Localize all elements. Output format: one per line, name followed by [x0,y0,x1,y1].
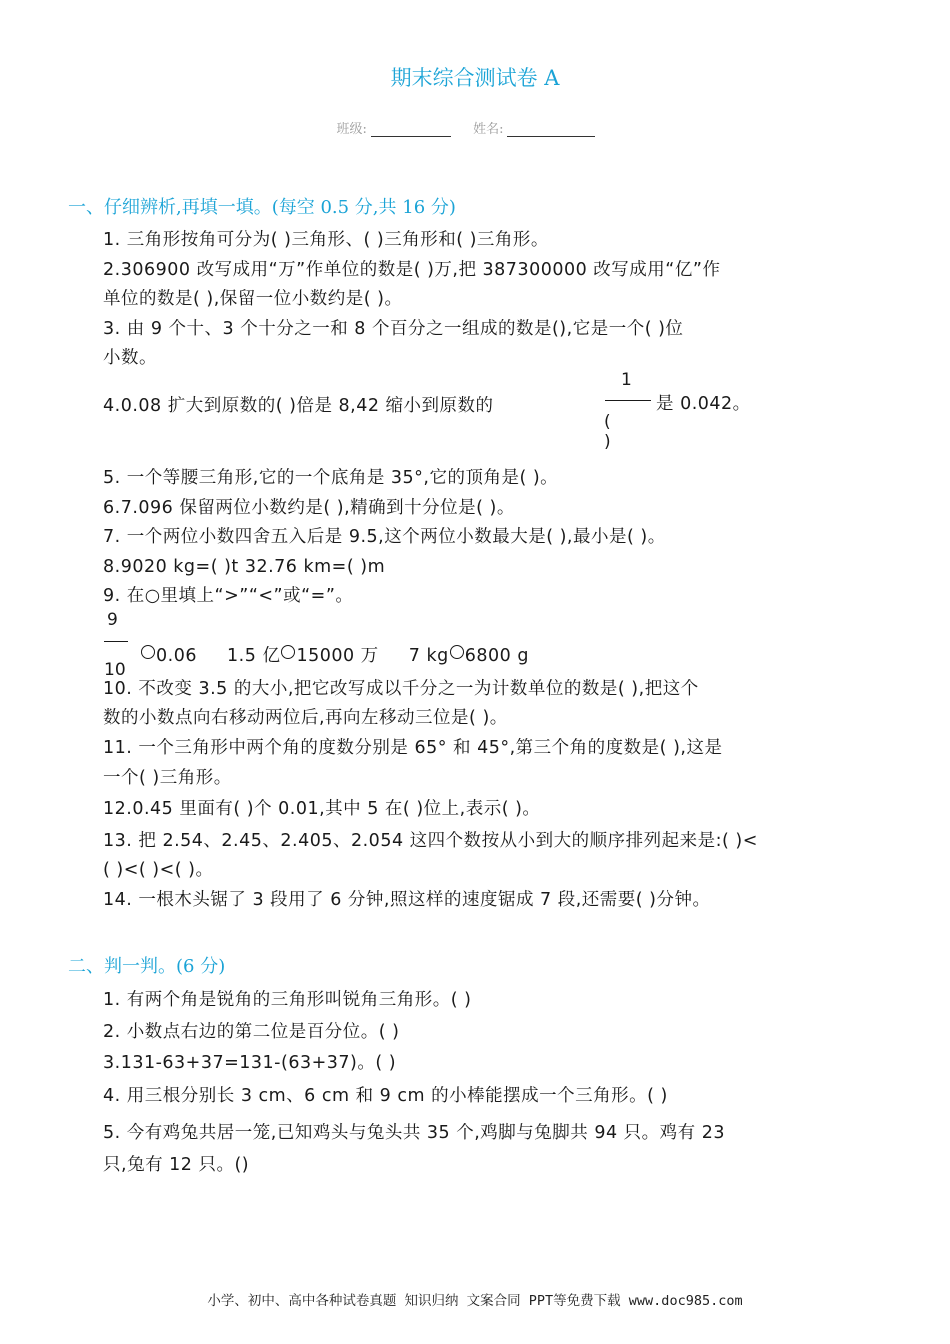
question-1-2b: 单位的数是( ),保留一位小数约是( )。 [103,289,403,309]
question-1-7: 7. 一个两位小数四舍五入后是 9.5,这个两位小数最大是( ),最小是( )。 [103,527,666,547]
question-1-12: 12.0.45 里面有( )个 0.01,其中 5 在( )位上,表示( )。 [103,799,541,819]
question-1-6: 6.7.096 保留两位小数约是( ),精确到十分位是( )。 [103,498,515,518]
section-heading-1: 一、仔细辨析,再填一填。(每空 0.5 分,共 16 分) [68,197,456,218]
question-1-13a: 13. 把 2.54、2.45、2.405、2.054 这四个数按从小到大的顺序排列起来是:( )< [103,831,758,851]
question-1-8: 8.9020 kg=( )t 32.76 km=( )m [103,557,386,577]
question-2-5b: 只,兔有 12 只。() [103,1155,250,1175]
page-title: 期末综合测试卷 A [390,66,560,90]
question-1-4a: 4.0.08 扩大到原数的( )倍是 8,42 缩小到原数的 [103,396,494,416]
compare-circle[interactable] [281,645,295,659]
question-2-5a: 5. 今有鸡兔共居一笼,已知鸡头与兔头共 35 个,鸡脚与兔脚共 94 只。鸡有 23 [103,1123,726,1143]
student-info [0,118,950,137]
q4-fraction-denominator: ( ) [604,412,611,452]
question-2-3: 3.131-63+37=131-(63+37)。( ) [103,1053,397,1073]
question-1-11a: 11. 一个三角形中两个角的度数分别是 65° 和 45°,第三个角的度数是( ),这是 [103,738,723,758]
question-1-2a: 2.306900 改写成用“万”作单位的数是( )万,把 387300000 改写成用“亿”作 [103,260,721,280]
question-1-3a: 3. 由 9 个十、3 个十分之一和 8 个百分之一组成的数是(),它是一个( )位 [103,319,684,339]
question-1-14: 14. 一根木头锯了 3 段用了 6 分钟,照这样的速度锯成 7 段,还需要( )分钟。 [103,890,711,910]
q9-item: 0.06 [156,646,197,666]
question-1-10a: 10. 不改变 3.5 的大小,把它改写成以千分之一为计数单位的数是( ),把这个 [103,679,699,699]
question-1-13b: ( )<( )<( )。 [103,860,214,880]
question-1-1: 1. 三角形按角可分为( )三角形、( )三角形和( )三角形。 [103,230,549,250]
q9-fraction-bar [104,641,128,642]
name-blank[interactable] [507,122,595,137]
question-2-2: 2. 小数点右边的第二位是百分位。( ) [103,1022,400,1042]
class-label: 班级: [336,122,367,137]
question-1-4b: 是 0.042。 [656,394,751,414]
q9-fraction-denominator: 10 [104,660,126,680]
name-label: 姓名: [473,122,504,137]
question-2-1: 1. 有两个角是锐角的三角形叫锐角三角形。( ) [103,990,472,1010]
question-1-5: 5. 一个等腰三角形,它的一个底角是 35°,它的顶角是( )。 [103,468,559,488]
section-heading-2: 二、判一判。(6 分) [68,956,226,977]
q4-fraction-bar [605,400,651,401]
page-footer: 小学、初中、高中各种试卷真题 知识归纳 文案合同 PPT等免费下载 www.doc985.com [207,1293,743,1309]
question-1-10b: 数的小数点向右移动两位后,再向左移动三位是( )。 [103,708,508,728]
question-1-3b: 小数。 [103,348,157,368]
question-1-11b: 一个( )三角形。 [103,768,232,788]
q9-fraction-numerator: 9 [107,610,118,630]
compare-circle[interactable] [450,645,464,659]
q9-comparison-row [140,641,529,671]
q9-item: 7 kg [408,646,449,666]
q4-fraction-numerator: 1 [621,370,632,390]
question-1-9: 9. 在○里填上“>”“<”或“=”。 [103,586,354,606]
question-2-4: 4. 用三根分别长 3 cm、6 cm 和 9 cm 的小棒能摆成一个三角形。( ) [103,1086,668,1106]
q9-item: 6800 g [464,646,529,666]
compare-circle[interactable] [141,645,155,659]
q9-item: 1.5 亿 [227,646,281,666]
class-blank[interactable] [371,122,451,137]
q9-item: 15000 万 [296,646,379,666]
